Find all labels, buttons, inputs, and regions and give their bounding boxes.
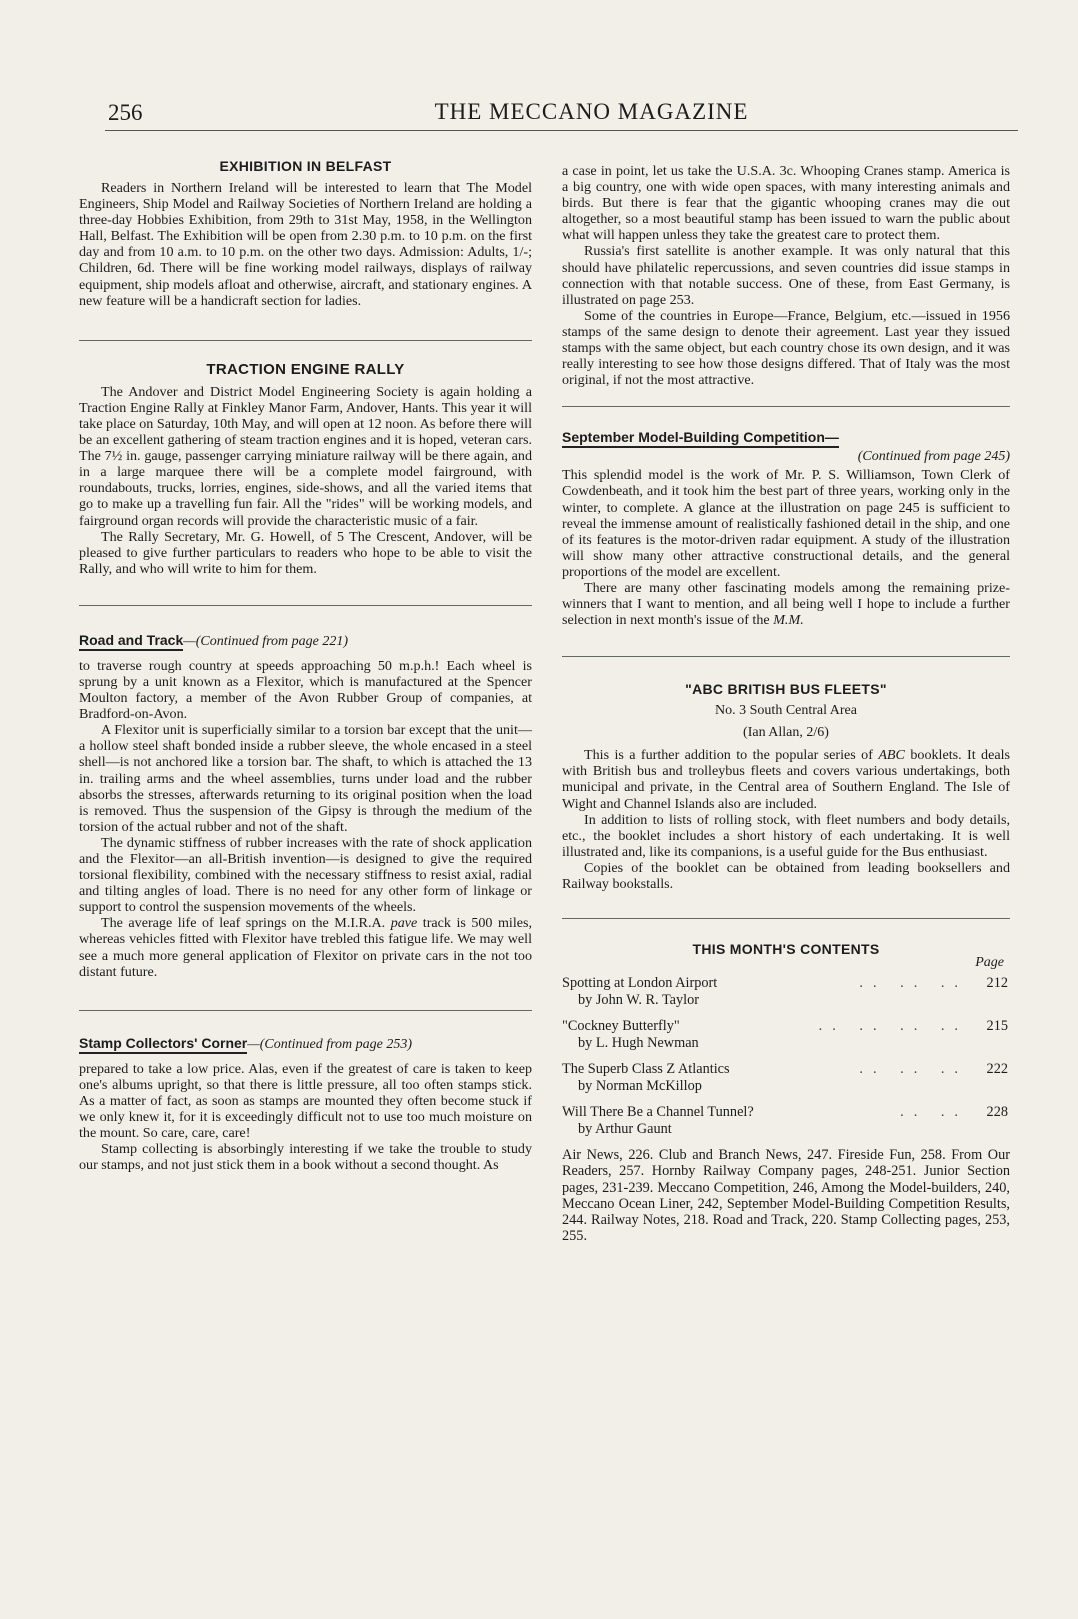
road-track-title: Road and Track: [79, 632, 183, 651]
text-run: There are many other fascinating models among the remaining prize-winners that I want to mention, and all being well I hope to include a further selection in next month's issue of the: [562, 579, 1010, 629]
contents-entry-page: 228: [986, 1104, 1008, 1121]
stamp-paragraph-5: Some of the countries in Europe—France, Belgium, etc.—issued in 1956 stamps of the same design to denote their agreement. Last year they issued stamps with the same object, but each country chose its own design, and it was really interesting to see how those designs differed. That of Italy was the most original, if not the most attractive.: [562, 307, 1010, 389]
contents-entry-title: "Cockney Butterfly": [562, 1018, 680, 1035]
abc-paragraph-1: [562, 747, 1010, 811]
stamp-paragraph-4: Russia's first satellite is another example. It was only natural that this should have philatelic repercussions, and seven countries did issue stamps in connection with that notable success. One of these, from East Germany, is illustrated on page 253.: [562, 243, 1010, 308]
contents-entry-page: 212: [986, 975, 1008, 992]
abc-article: [562, 681, 1010, 892]
leader-dots: .. .. ..: [859, 975, 968, 992]
abc-paragraph-3: Copies of the booklet can be obtained from leading booksellers and Railway bookstalls.: [562, 859, 1010, 892]
leader-dots: .. .. .. ..: [818, 1018, 968, 1035]
traction-paragraph-1: The Andover and District Model Engineering Society is again holding a Traction Engine Rally at Finkley Manor Farm, Andover, Hants. This year it will take place on Saturday, 10th May, and will open at 12 noon. As before there will be an excellent gathering of steam traction engines and it is hoped, veteran cars. The 7½ in. gauge, passenger carrying miniature railway will be there again, and in a large marquee there will be a complete model fairground, with roundabouts, trucks, lorries, engines, side-shows, and all the varied items that go to make up a travelling fun fair. All the "rides" will be working models, and fairground organ records will provide the characteristic music of a fair.: [79, 383, 532, 529]
contents-entry-page: 222: [986, 1061, 1008, 1078]
contents-section: [562, 941, 1010, 1244]
stamp-continued: —(Continued from page 253): [247, 1036, 413, 1052]
belfast-article: [79, 158, 532, 309]
stamp-paragraph-3: a case in point, let us take the U.S.A. 3c. Whooping Cranes stamp. America is a big country, one with wide open spaces, with many interesting animals and birds. But there is fear that the gigantic whooping cranes may die out altogether, so a most beautiful stamp has been issued to warn the public about what will happen unless they take the greatest care to protect them.: [562, 163, 1010, 244]
traction-article: [79, 361, 532, 577]
stamp-article: [79, 1035, 532, 1174]
stamp-title: Stamp Collectors' Corner: [79, 1035, 247, 1054]
stamp-paragraph-1: prepared to take a low price. Alas, even if the greatest of care is taken to keep one's albums upright, so that there is little pressure, all too often stamps stick. As a matter of fact, as soon as stamps are mounted they often become stuck if we only knew it, for it is exceedingly difficult not to use too much moisture on the mount. So care, care, care!: [79, 1060, 532, 1142]
stamp-heading: [79, 1035, 532, 1053]
contents-entry: [562, 1061, 1010, 1094]
belfast-paragraph: Readers in Northern Ireland will be interested to learn that The Model Engineers, Ship Model and Railway Societies of Northern Ireland are holding a three-day Hobbies Exhibition, from 29th to 31st May, 1958, in the Wellington Hall, Belfast. The Exhibition will be open from 2.30 p.m. to 10 p.m. on the first day and from 10 a.m. to 10 p.m. on the other two days. Admission: Adults, 1/-; Children, 6d. There will be fine working model railways, displays of railway equipment, ship models afloat and otherwise, aircraft, and stationary engines. A new feature will be a handicraft section for ladies.: [79, 180, 532, 309]
divider: [562, 918, 1010, 919]
traction-heading: TRACTION ENGINE RALLY: [206, 360, 405, 378]
contents-entry-title: Spotting at London Airport: [562, 975, 718, 992]
contents-entry: [562, 1104, 1010, 1137]
road-track-heading: [79, 632, 532, 650]
divider: [562, 656, 1010, 657]
leader-dots: .. ..: [900, 1104, 968, 1121]
abc-publisher: (Ian Allan, 2/6): [743, 725, 829, 741]
stamp-paragraph-2: Stamp collecting is absorbingly interesting if we take the trouble to study our stamps, and not just stick them in a book without a second thought. As: [79, 1141, 532, 1174]
road-track-paragraph-1: to traverse rough country at speeds approaching 50 m.p.h.! Each wheel is sprung by a unit known as a Flexitor, which is manufactured at the Spencer Moulton factory, a member of the Avon Rubber Group of companies, at Bradford-on-Avon.: [79, 657, 532, 723]
text-run: track is 500 miles, whereas vehicles fitted with Flexitor have trebled this fatigue life. We may well see a much more general application of Flexitor on private cars in the not too distant future.: [79, 915, 533, 980]
left-column: [79, 158, 532, 1173]
text-run: The average life of leaf springs on the M.I.R.A.: [101, 915, 391, 932]
contents-list: [562, 975, 1010, 1137]
contents-entry-title: The Superb Class Z Atlantics: [562, 1061, 730, 1078]
road-track-paragraph-4: [79, 915, 532, 979]
september-heading: [562, 429, 1010, 445]
contents-entry-title: Will There Be a Channel Tunnel?: [562, 1104, 754, 1121]
contents-entry-page: 215: [986, 1018, 1008, 1035]
september-title: September Model-Building Competition—: [562, 429, 839, 448]
text-run: booklets. It deals with British bus and trolleybus fleets and covers various undertakings, both municipal and private, in the Central area of Southern England. The Isle of Wight and Channel Islands also are included.: [562, 747, 1011, 812]
contents-summary: Air News, 226. Club and Branch News, 247. Fireside Fun, 258. From Our Readers, 257. Hornby Railway Company pages, 248-251. Junior Section pages, 231-239. Meccano Competition, 246, Among the Model-builders, 240, Meccano Ocean Liner, 242, September Model-Building Competition Results, 244. Railway Notes, 218. Road and Track, 220. Stamp Collecting pages, 253, 255.: [562, 1147, 1010, 1245]
september-paragraph-1: This splendid model is the work of Mr. P. S. Williamson, Town Clerk of Cowdenbeath, and it took him the best part of three years, working only in the winter, to complete. A glance at the illustration on page 245 is sufficient to reveal the immense amount of realistically fashioned detail in the ship, and one of its features is the motor-driven radar equipment. A study of the illustration will show many other attractive constructional details, and the general proportions of the model are excellent.: [562, 467, 1010, 580]
page-header: [105, 96, 1018, 131]
contents-page-label: Page: [975, 955, 1004, 971]
right-column: [562, 163, 1010, 1244]
road-track-continued: —(Continued from page 221): [183, 633, 349, 649]
road-track-article: [79, 632, 532, 980]
divider: [79, 340, 532, 341]
abc-paragraph-2: In addition to lists of rolling stock, with fleet numbers and body details, etc., the booklet includes a short history of each undertaking. It is well illustrated and, like its companions, is a useful guide for the Bus enthusiast.: [562, 811, 1010, 860]
september-continued: (Continued from page 245): [857, 449, 1010, 465]
contents-heading: THIS MONTH'S CONTENTS: [692, 941, 880, 958]
september-paragraph-2: [562, 580, 1010, 628]
text-run: This is a further addition to the popular series of: [584, 747, 879, 764]
contents-header: [562, 941, 1010, 971]
leader-dots: .. .. ..: [859, 1061, 968, 1078]
text-run-italic: M.M.: [773, 612, 804, 629]
contents-entry: [562, 975, 1010, 1008]
abc-heading: "ABC BRITISH BUS FLEETS": [685, 681, 887, 698]
contents-entry-author: by Norman McKillop: [578, 1077, 702, 1094]
contents-entry-author: by John W. R. Taylor: [578, 991, 700, 1008]
contents-entry-author: by Arthur Gaunt: [578, 1120, 672, 1137]
contents-entry-author: by L. Hugh Newman: [578, 1034, 699, 1051]
abc-subtitle: No. 3 South Central Area: [715, 703, 857, 719]
road-track-paragraph-3: The dynamic stiffness of rubber increases with the rate of shock application and the Flexitor—an all-British invention—is designed to give the required torsional flexibility, combined with the necessary stiffness to resist axial, radial and tilting angles of load. There is no need for any other form of linkage or support to control the suspension movements of the wheels.: [79, 834, 532, 916]
road-track-paragraph-2: A Flexitor unit is superficially similar to a torsion bar except that the unit—a hollow steel shaft bonded inside a rubber sleeve, the whole encased in a steel shell—is not anchored like a torsion bar. The shaft, to which is attached the 13 in. trailing arms and the wheel assemblies, turns under load and the rubber absorbs the stresses, afterwards returning to its original position when the load is removed. Thus the suspension of the Gipsy is through the medium of the torsion of the actual rubber and not of the shaft.: [79, 722, 532, 835]
page-number: 256: [108, 100, 143, 125]
traction-paragraph-2: The Rally Secretary, Mr. G. Howell, of 5 The Crescent, Andover, will be pleased to give further particulars to readers who hope to be able to visit the Rally, and who will write to him for them.: [79, 528, 532, 577]
belfast-heading: EXHIBITION IN BELFAST: [219, 158, 392, 174]
text-run-italic: pave: [390, 915, 418, 932]
divider: [562, 406, 1010, 407]
divider: [79, 1010, 532, 1011]
september-article: [562, 429, 1010, 628]
divider: [79, 605, 532, 606]
stamp-article-continued: [562, 163, 1010, 388]
page-title: THE MECCANO MAGAZINE: [434, 99, 749, 124]
text-run-italic: ABC: [878, 747, 905, 764]
contents-entry: [562, 1018, 1010, 1051]
